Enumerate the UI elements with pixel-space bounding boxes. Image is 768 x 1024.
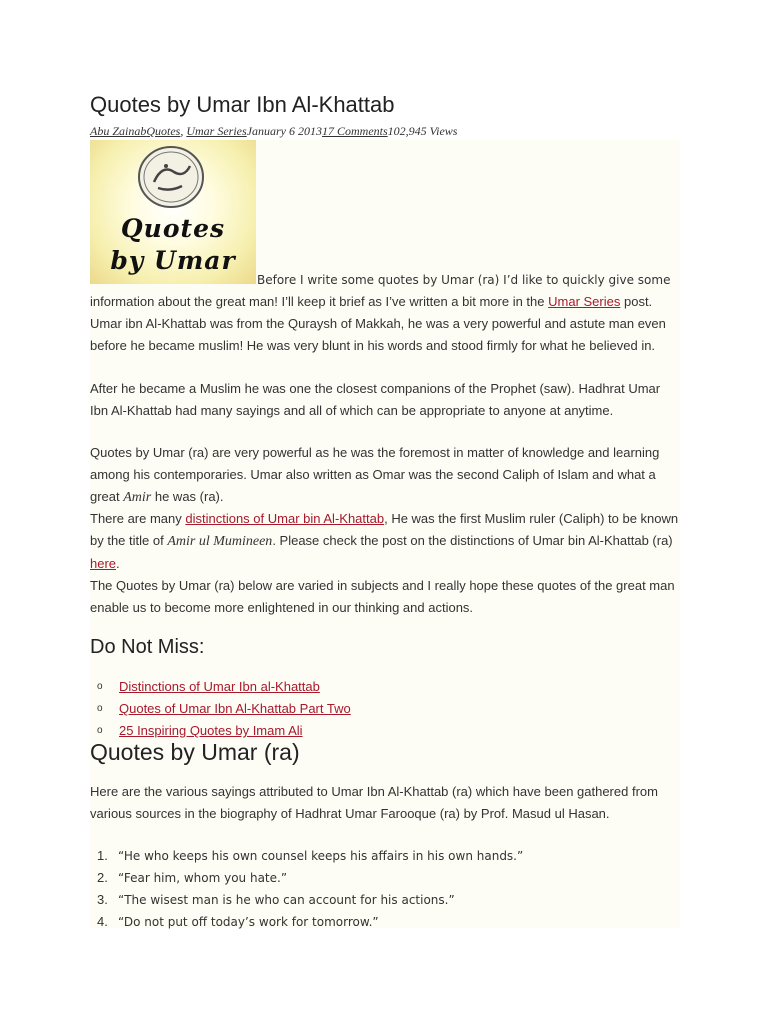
quote-number: 2. xyxy=(97,870,108,885)
article-meta xyxy=(90,124,457,139)
list-item xyxy=(90,676,351,698)
companions-paragraph: After he became a Muslim he was one the closest companions of the Prophet (saw). Hadhrat Umar Ibn Al-Khattab had many sayings and all of which can be appropriate to anyone at anytime. xyxy=(90,381,661,418)
bullet-icon: o xyxy=(97,725,103,736)
distinctions-text: There are many xyxy=(90,511,186,526)
bullet-icon: o xyxy=(97,681,103,692)
intro-text: information about the great man! I’ll keep it brief as I’ve written a bit more in the xyxy=(90,294,549,309)
category-quotes-link[interactable]: Quotes xyxy=(146,124,181,138)
view-count: 102,945 Views xyxy=(387,124,458,138)
umar-series-link[interactable]: Umar Series xyxy=(548,294,621,309)
quote-number: 1. xyxy=(97,848,108,863)
category-separator: , xyxy=(180,124,187,138)
distinctions-link[interactable]: distinctions of Umar bin Al-Khattab xyxy=(185,511,385,526)
related-link-imam-ali[interactable]: 25 Inspiring Quotes by Imam Ali xyxy=(119,723,303,738)
author-link[interactable]: Abu Zainab xyxy=(90,124,147,138)
distinctions-text-end: . xyxy=(116,556,120,571)
distinctions-text-more: . Please check the post on the distinctions of Umar bin Al-Khattab (ra) xyxy=(272,533,673,548)
quote-text: “The wisest man is he who can account for his actions.” xyxy=(118,893,455,907)
intro-text-cont: post. Umar ibn Al-Khattab was from the Quraysh of Makkah, he was a very powerful and astute man even before he became muslim! He was very blunt in his words and stood firmly for what he believed in. xyxy=(90,294,666,353)
do-not-miss-heading: Do Not Miss: xyxy=(90,636,205,658)
category-umar-series-link[interactable]: Umar Series xyxy=(186,124,247,138)
quote-number: 3. xyxy=(97,892,108,907)
knowledge-text: Quotes by Umar (ra) are very powerful as he was the foremost in matter of knowledge and learning among his contemporaries. Umar also written as Omar was the second Caliph of Islam and what a great xyxy=(90,445,660,504)
article-title: Quotes by Umar Ibn Al-Khattab xyxy=(90,92,395,117)
related-link-quotes-part-two[interactable]: Quotes of Umar Ibn Al-Khattab Part Two xyxy=(119,701,351,716)
quotes-list xyxy=(90,845,523,933)
calligraphy-seal-icon xyxy=(136,144,206,210)
section-intro: Here are the various sayings attributed to Umar Ibn Al-Khattab (ra) which have been gathered from various sources in the biography of Hadhrat Umar Farooque (ra) by Prof. Masud ul Hasan. xyxy=(90,784,658,821)
do-not-miss-list xyxy=(90,676,351,742)
quote-text: “Fear him, whom you hate.” xyxy=(118,871,288,885)
list-item xyxy=(90,889,523,911)
list-item xyxy=(90,845,523,867)
knowledge-text-end: he was (ra). xyxy=(151,489,224,504)
quote-text: “Do not put off today’s work for tomorrow.” xyxy=(118,915,379,929)
post-date: January 6 2013 xyxy=(246,124,322,138)
amir-ul-mumineen-emphasis: Amir ul Mumineen xyxy=(167,534,273,549)
here-link[interactable]: here xyxy=(90,556,117,571)
list-item xyxy=(90,911,523,933)
quote-text: “He who keeps his own counsel keeps his affairs in his own hands.” xyxy=(118,849,524,863)
distinctions-paragraph xyxy=(90,508,680,575)
enlightened-paragraph: The Quotes by Umar (ra) below are varied in subjects and I really hope these quotes of the great man enable us to become more enlightened in our thinking and actions. xyxy=(90,578,675,615)
related-link-distinctions[interactable]: Distinctions of Umar Ibn al-Khattab xyxy=(119,679,320,694)
amir-emphasis: Amir xyxy=(123,490,152,505)
distinctions-text-cont: , He was the first Muslim ruler (Caliph) to be known by the title of xyxy=(90,511,679,548)
hero-text-line2: by Umar xyxy=(110,246,236,275)
hero-text-line1: Quotes xyxy=(120,214,226,243)
section-heading: Quotes by Umar (ra) xyxy=(90,739,300,765)
intro-paragraph xyxy=(90,291,680,357)
hero-image xyxy=(90,140,256,284)
bullet-icon: o xyxy=(97,703,103,714)
list-item xyxy=(90,867,523,889)
comments-link[interactable]: 17 Comments xyxy=(322,124,388,138)
intro-first-line: Before I write some quotes by Umar (ra) I’d like to quickly give some xyxy=(257,273,671,287)
list-item xyxy=(90,698,351,720)
quote-number: 4. xyxy=(97,914,108,929)
knowledge-paragraph xyxy=(90,442,680,509)
